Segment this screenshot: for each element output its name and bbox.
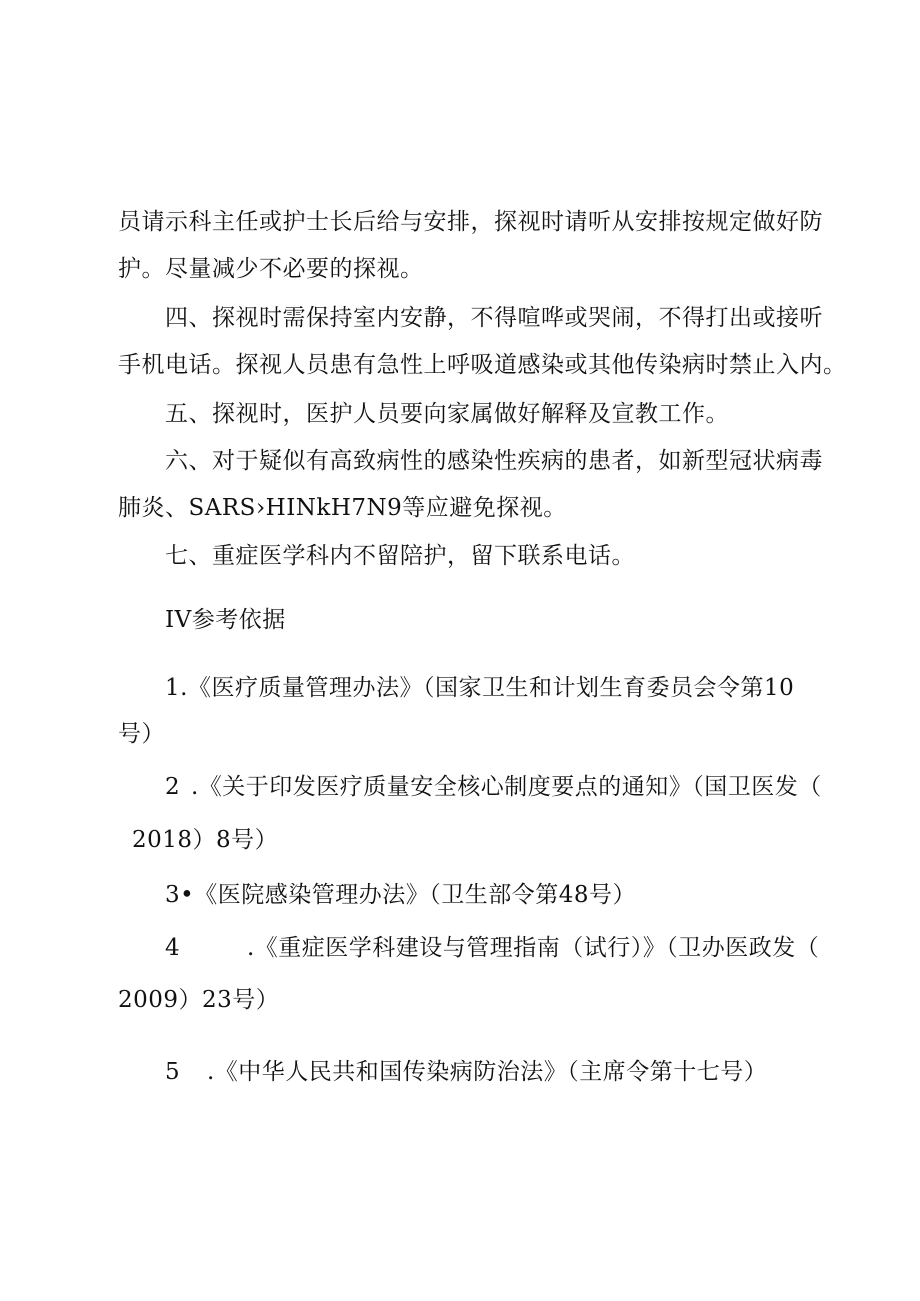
reference-item bbox=[165, 673, 794, 703]
paragraph-line: 手机电话。探视人员患有急性上呼吸道感染或其他传染病时禁止入内。 bbox=[118, 352, 847, 378]
reference-number: 5 bbox=[165, 1059, 181, 1085]
reference-text: 《医疗质量管理办法》（国家卫生和计划生育委员会令第10 bbox=[187, 675, 795, 701]
paragraph-line: 员请示科主任或护士长后给与安排，探视时请听从安排按规定做好防 bbox=[118, 209, 823, 235]
reference-item bbox=[165, 880, 636, 910]
paragraph-line: 六、对于疑似有高致病性的感染性疾病的患者，如新型冠状病毒 bbox=[165, 448, 823, 474]
reference-number: 2 bbox=[165, 774, 181, 800]
reference-number: 3• bbox=[165, 882, 195, 908]
reference-text: .《重症医学科建设与管理指南（试行）》（卫办医政发（ bbox=[247, 935, 820, 961]
reference-continuation: 号） bbox=[118, 721, 165, 747]
section-heading: IV参考依据 bbox=[165, 607, 286, 633]
reference-number: 4 bbox=[165, 935, 181, 961]
reference-item bbox=[165, 772, 822, 802]
reference-continuation: 2018）8号） bbox=[132, 827, 279, 853]
reference-text: .《中华人民共和国传染病防治法》（主席令第十七号） bbox=[207, 1059, 768, 1085]
paragraph-line: 护。尽量减少不必要的探视。 bbox=[118, 256, 424, 282]
reference-text: 《医院感染管理办法》（卫生部令第48号） bbox=[194, 882, 636, 908]
reference-number: 1. bbox=[165, 675, 188, 701]
reference-continuation: 2009）23号） bbox=[118, 987, 280, 1013]
paragraph-line: 肺炎、SARS›HINkH7N9等应避免探视。 bbox=[118, 495, 567, 521]
paragraph-line: 七、重症医学科内不留陪护，留下联系电话。 bbox=[165, 543, 635, 569]
reference-item bbox=[165, 1057, 767, 1087]
reference-item bbox=[165, 933, 819, 963]
paragraph-line: 四、探视时需保持室内安静，不得喧哗或哭闹，不得打出或接听 bbox=[165, 305, 823, 331]
reference-text: .《关于印发医疗质量安全核心制度要点的通知》（国卫医发（ bbox=[191, 774, 822, 800]
paragraph-line: 五、探视时，医护人员要向家属做好解释及宣教工作。 bbox=[165, 401, 729, 427]
